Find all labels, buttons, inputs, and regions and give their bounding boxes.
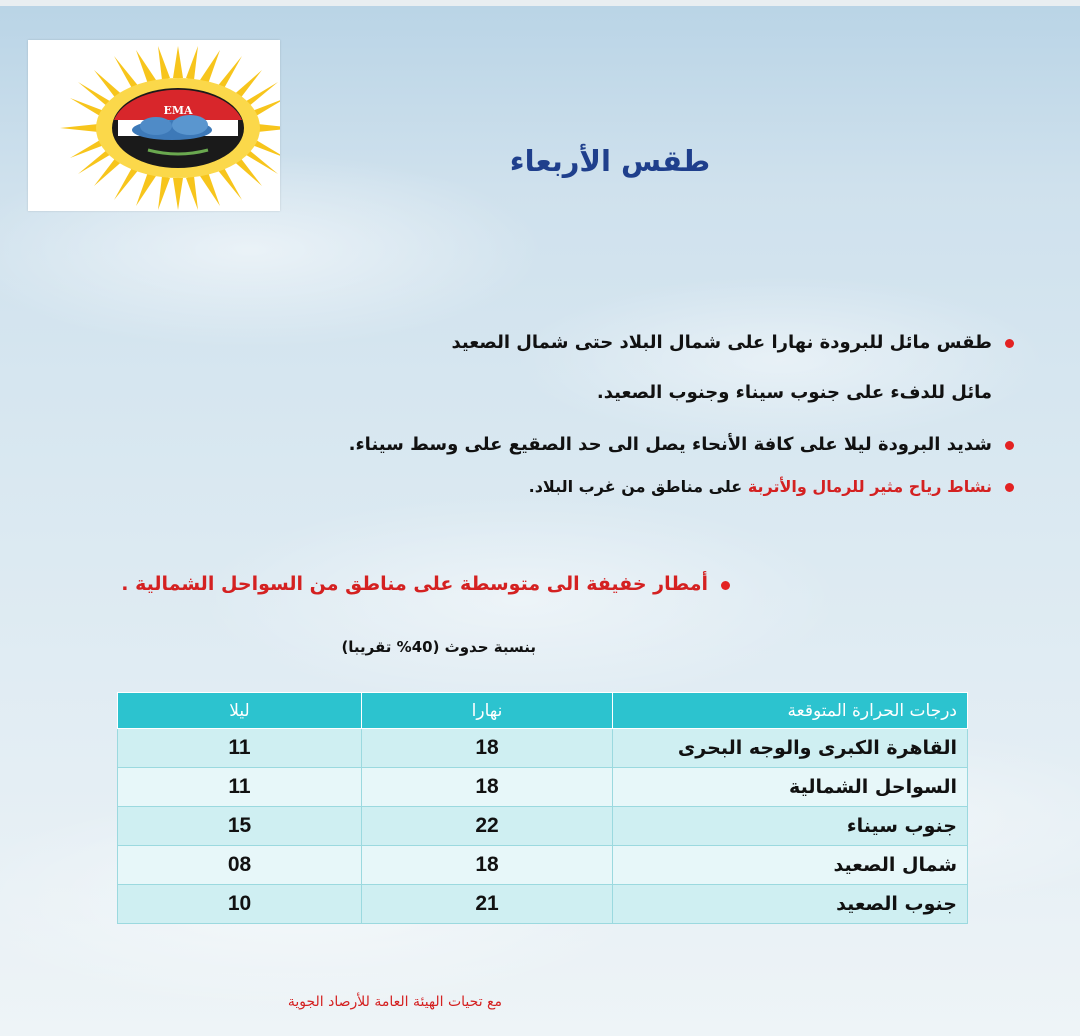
table-row [118, 885, 968, 924]
cell-region: السواحل الشمالية [613, 768, 968, 807]
bullet-text-highlight: نشاط رياح مثير للرمال والأتربة [747, 477, 992, 496]
table-row [118, 768, 968, 807]
cell-region: جنوب الصعيد [613, 885, 968, 924]
cell-night: 15 [118, 807, 362, 846]
cell-region: القاهرة الكبرى والوجه البحرى [613, 729, 968, 768]
bullet-dot-icon [721, 581, 730, 590]
ema-logo [28, 40, 280, 211]
bullet-wind [100, 474, 1016, 500]
table-row [118, 846, 968, 885]
cell-night: 11 [118, 729, 362, 768]
svg-text:EMA: EMA [163, 104, 193, 117]
cell-night: 08 [118, 846, 362, 885]
ema-logo-icon [28, 40, 280, 211]
table-row [118, 729, 968, 768]
cell-night: 10 [118, 885, 362, 924]
bullet-text: على مناطق من غرب البلاد. [528, 477, 748, 496]
cell-region: جنوب سيناء [613, 807, 968, 846]
table-header-row [118, 693, 968, 729]
bullet-temperature-night [100, 430, 1016, 460]
bullet-text-line1: طقس مائل للبرودة نهارا على شمال البلاد حتى شمال الصعيد [451, 332, 992, 353]
header-day: نهارا [362, 693, 613, 729]
page-title: طقس الأربعاء [509, 144, 711, 178]
bullet-dot-icon [1005, 483, 1014, 492]
cell-day: 22 [362, 807, 613, 846]
bullet-dot-icon [1005, 339, 1014, 348]
forecast-bullets [100, 318, 1016, 500]
bullet-text: شديد البرودة ليلا على كافة الأنحاء يصل الى حد الصقيع على وسط سيناء. [348, 434, 992, 455]
rain-probability: بنسبة حدوث (40% تقريبا) [341, 638, 536, 656]
cell-day: 21 [362, 885, 613, 924]
bullet-rain [121, 569, 732, 599]
cell-day: 18 [362, 846, 613, 885]
bullet-text: أمطار خفيفة الى متوسطة على مناطق من السواحل الشمالية . [121, 573, 708, 595]
cell-day: 18 [362, 768, 613, 807]
cell-night: 11 [118, 768, 362, 807]
cell-day: 18 [362, 729, 613, 768]
bullet-dot-icon [1005, 441, 1014, 450]
temperature-table [117, 692, 968, 924]
bullet-text-line2: مائل للدفء على جنوب سيناء وجنوب الصعيد. [596, 382, 992, 403]
table-row [118, 807, 968, 846]
header-night: ليلا [118, 693, 362, 729]
header-region: درجات الحرارة المتوقعة [613, 693, 968, 729]
footer-credit: مع تحيات الهيئة العامة للأرصاد الجوية [287, 994, 502, 1010]
cell-region: شمال الصعيد [613, 846, 968, 885]
bullet-temperature-day [100, 318, 1016, 418]
